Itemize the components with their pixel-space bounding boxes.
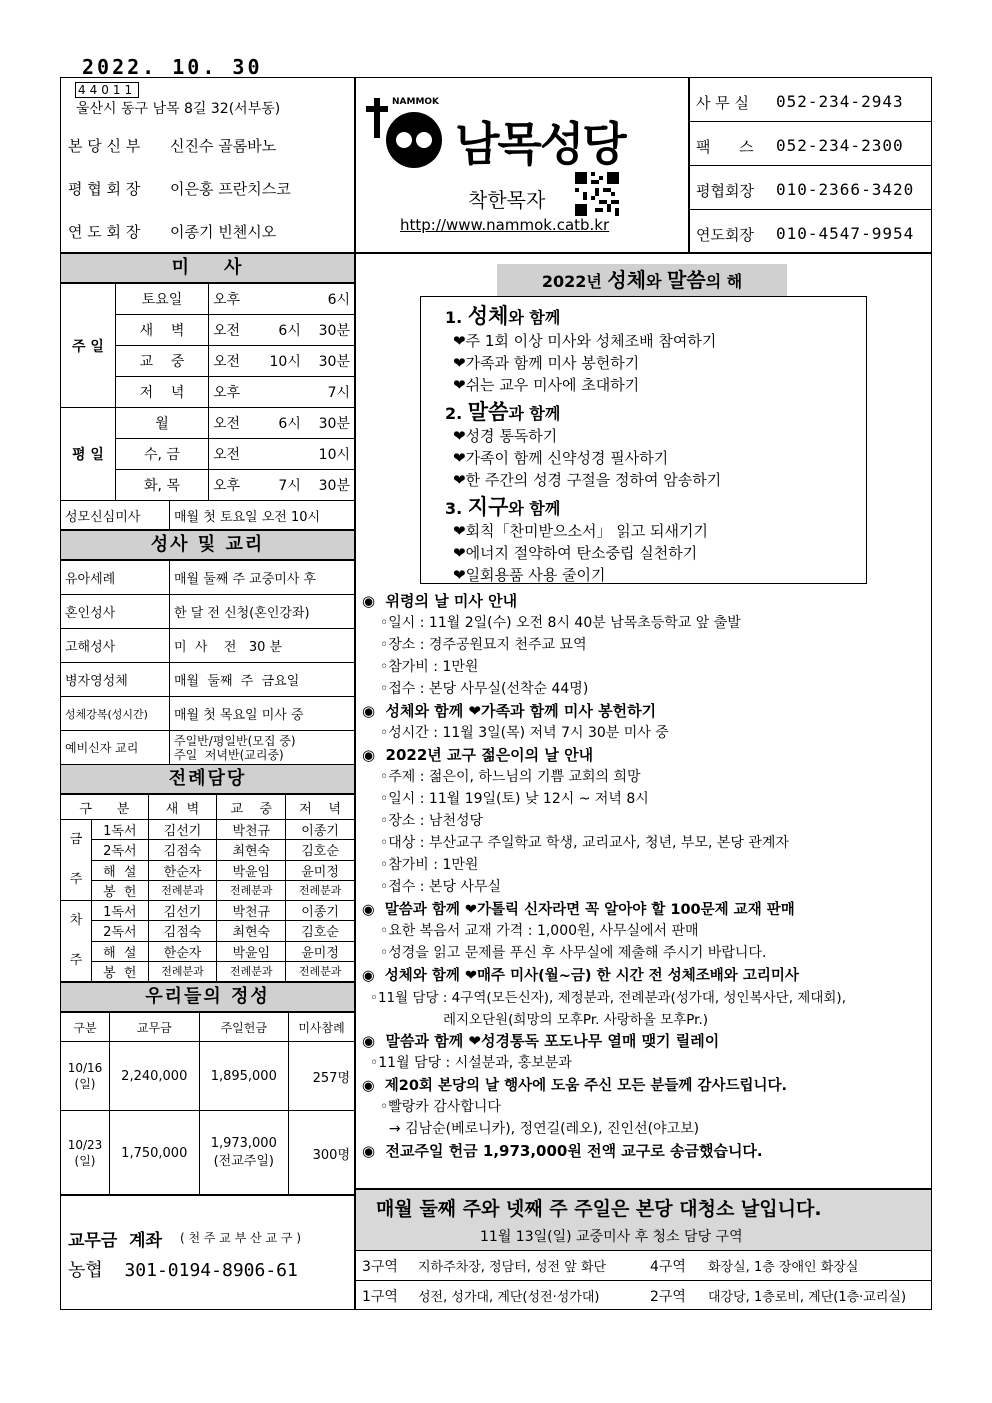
offering-collection: 1,973,000 [210, 1136, 277, 1151]
offering-day: (일) [74, 1077, 96, 1091]
cleaning-area: 화장실, 1층 장애인 화장실 [708, 1260, 859, 1275]
contact-yeondo-label: 연도회장 [696, 226, 754, 244]
year-theme-title [497, 264, 787, 296]
contact-fax-number: 052-234-2300 [776, 136, 904, 155]
sacrament-label: 고해성사 [61, 629, 170, 663]
theme-item: ❤회칙「찬미받으소서」 읽고 되새기기 [453, 522, 708, 540]
liturgy-role: 2독서 [92, 921, 149, 941]
liturgy-table [60, 794, 355, 982]
cleaning-zone: 2구역 [650, 1289, 686, 1305]
liturgy-cell: 김호순 [286, 840, 355, 860]
mass-day: 월 [116, 408, 209, 439]
notice-line: ◦11월 담당 : 4구역(모든신자), 제정분과, 전례분과(성가대, 성인복사단, 제대회), [370, 990, 846, 1006]
council-label: 평 협 회 장 [68, 180, 141, 198]
mass-day: 교 중 [116, 346, 209, 377]
website-link[interactable]: http://www.nammok.catb.kr [400, 216, 610, 234]
liturgy-role: 해 설 [92, 941, 149, 961]
address: 울산시 동구 남목 8길 32(서부동) [76, 101, 281, 117]
offering-dues: 2,240,000 [110, 1042, 200, 1111]
theme-item: ❤가족이 함께 신약성경 필사하기 [453, 449, 669, 467]
liturgy-cell: 박윤임 [217, 860, 286, 880]
liturgy-cell: 전례분과 [286, 961, 355, 981]
offering-collection: 1,895,000 [199, 1042, 289, 1111]
notice-line: ◦장소 : 경주공원묘지 천주교 묘역 [380, 637, 587, 653]
sacrament-value-2: 주일 저녁반(교리중) [174, 747, 284, 762]
notice-line: → 김남순(베로니카), 정연길(레오), 진인선(야고보) [380, 1121, 700, 1137]
sacrament-value: 매월 둘째 주 금요일 [170, 663, 355, 697]
liturgy-cell: 박천규 [217, 820, 286, 840]
liturgy-header: 구 분 [61, 795, 149, 820]
notices [362, 590, 928, 1162]
theme-item: ❤가족과 함께 미사 봉헌하기 [453, 354, 640, 372]
offering-date: 10/16 [67, 1061, 103, 1075]
mass-time: 10시 30분 [257, 346, 355, 377]
motto: 착한목자 [468, 188, 546, 212]
liturgy-group-next-week: 차주 [61, 901, 92, 982]
theme-section-heading: 3. 지구와 함께 [445, 495, 561, 519]
notice-line: 레지오단원(희망의 모후Pr. 사랑하올 모후Pr.) [370, 1012, 709, 1028]
cleaning-title: 매월 둘째 주와 넷째 주 주일은 본당 대청소 날입니다. [376, 1198, 822, 1220]
liturgy-header: 새 벽 [148, 795, 217, 820]
offering-header: 교무금 [110, 1013, 200, 1042]
offering-attendance: 300명 [289, 1111, 355, 1196]
theme-prefix: 2022년 [541, 272, 608, 291]
theme-item: ❤일회용품 사용 줄이기 [453, 566, 606, 584]
theme-item: ❤쉬는 교우 미사에 초대하기 [453, 376, 640, 394]
theme-suffix: 의 해 [705, 272, 743, 291]
notice-line: ◦성경을 읽고 문제를 푸신 후 사무실에 제출해 주시기 바랍니다. [380, 945, 767, 961]
contact-office-label: 사 무 실 [696, 94, 750, 112]
mass-ampm: 오후 [209, 284, 258, 315]
notice-line: ◦빨랑카 감사합니다 [380, 1099, 501, 1115]
offering-header: 미사참례 [289, 1013, 355, 1042]
theme-item: ❤한 주간의 성경 구절을 정하여 암송하기 [453, 471, 722, 489]
notice-line: ◦11월 담당 : 시설분과, 홍보분과 [370, 1055, 572, 1071]
liturgy-cell: 한순자 [148, 941, 217, 961]
cleaning-area: 성전, 성가대, 계단(성전·성가대) [418, 1290, 600, 1305]
sacrament-label: 유아세례 [61, 561, 170, 595]
contact-fax-label: 팩 스 [696, 138, 754, 156]
theme-item: ❤성경 통독하기 [453, 427, 558, 445]
offering-header: 구분 [61, 1013, 110, 1042]
contact-council-number: 010-2366-3420 [776, 180, 915, 199]
notice-line: ◦참가비 : 1만원 [380, 659, 479, 675]
notice-heading: ◉ 말씀과 함께 ❤가톨릭 신자라면 꼭 알아야 할 100문제 교재 판매 [362, 902, 795, 918]
mass-day: 저 녁 [116, 377, 209, 408]
notice-line: ◦접수 : 본당 사무실(선착순 44명) [380, 681, 589, 697]
mass-day: 새 벽 [116, 315, 209, 346]
sunday-label: 주 일 [61, 284, 116, 408]
liturgy-cell: 김선기 [148, 901, 217, 921]
mass-time: 6시 [257, 284, 355, 315]
notice-line: ◦장소 : 남천성당 [380, 813, 484, 829]
liturgy-cell: 이종기 [286, 901, 355, 921]
mass-title: 미 사 [60, 253, 355, 283]
liturgy-cell: 윤미정 [286, 941, 355, 961]
offering-dues: 1,750,000 [110, 1111, 200, 1196]
sacraments-title: 성사 및 교리 [60, 530, 355, 560]
theme-mid: 와 [646, 272, 668, 291]
council-name: 이은홍 프란치스코 [170, 180, 291, 198]
liturgy-cell: 한순자 [148, 860, 217, 880]
mass-time: 10시 [257, 439, 355, 470]
liturgy-cell: 전례분과 [217, 961, 286, 981]
theme-section-heading: 2. 말씀과 함께 [445, 400, 561, 424]
offering-note: (전교주일) [213, 1154, 274, 1169]
mass-day: 수, 금 [116, 439, 209, 470]
liturgy-cell: 박천규 [217, 901, 286, 921]
theme-item: ❤주 1회 이상 미사와 성체조배 참여하기 [453, 332, 717, 350]
notice-line: ◦일시 : 11월 2일(수) 오전 8시 40분 남목초등학교 앞 출발 [380, 615, 741, 631]
liturgy-cell: 전례분과 [286, 880, 355, 900]
mass-day: 토요일 [116, 284, 209, 315]
mass-ampm: 오전 [209, 439, 258, 470]
liturgy-cell: 전례분과 [148, 961, 217, 981]
yeondo-label: 연 도 회 장 [68, 223, 141, 241]
qr-code-icon [575, 172, 619, 216]
notice-heading: ◉ 위령의 날 미사 안내 [362, 592, 518, 610]
mass-ampm: 오전 [209, 346, 258, 377]
offering-title: 우리들의 정성 [60, 982, 355, 1012]
liturgy-cell: 전례분과 [148, 880, 217, 900]
offering-attendance: 257명 [289, 1042, 355, 1111]
contact-yeondo-number: 010-4547-9954 [776, 224, 915, 243]
liturgy-role: 봉 헌 [92, 961, 149, 981]
liturgy-role: 1독서 [92, 820, 149, 840]
liturgy-role: 1독서 [92, 901, 149, 921]
marian-value: 매월 첫 토요일 오전 10시 [170, 501, 355, 530]
mass-day: 화, 목 [116, 470, 209, 501]
mass-ampm: 오후 [209, 470, 258, 501]
weekday-label: 평 일 [61, 408, 116, 501]
liturgy-cell: 김점숙 [148, 921, 217, 941]
offering-date: 10/23 [67, 1138, 103, 1152]
cleaning-area: 지하주차장, 정담터, 성전 앞 화단 [418, 1260, 607, 1275]
liturgy-group-this-week: 금주 [61, 820, 92, 901]
cleaning-zone: 1구역 [362, 1289, 398, 1305]
offering-day: (일) [74, 1154, 96, 1168]
mass-time: 7시 [257, 377, 355, 408]
mass-ampm: 오전 [209, 315, 258, 346]
sacrament-value: 매월 둘째 주 교중미사 후 [170, 561, 355, 595]
liturgy-cell: 전례분과 [217, 880, 286, 900]
sacrament-label: 성체강복(성시간) [61, 697, 170, 731]
sacrament-value: 주일반/평일반(모집 중) [174, 733, 296, 748]
theme-item: ❤에너지 절약하여 탄소중립 실천하기 [453, 544, 698, 562]
cleaning-subtitle: 11월 13일(일) 교중미사 후 청소 담당 구역 [480, 1229, 743, 1245]
sacrament-label: 병자영성체 [61, 663, 170, 697]
account-number: 농협 301-0194-8906-61 [68, 1260, 298, 1281]
sacrament-value: 미 사 전 30 분 [170, 629, 355, 663]
bulletin-date: 2022. 10. 30 [82, 55, 263, 79]
liturgy-role: 해 설 [92, 860, 149, 880]
notice-heading: ◉ 성체와 함께 ❤매주 미사(월~금) 한 시간 전 성체조배와 고리미사 [362, 968, 799, 984]
notice-heading: ◉ 전교주일 헌금 1,973,000원 전액 교구로 송금했습니다. [362, 1142, 763, 1160]
notice-line: ◦주제 : 젊은이, 하느님의 기쁨 교회의 희망 [380, 769, 641, 785]
cleaning-zone: 4구역 [650, 1259, 686, 1275]
notice-heading: ◉ 제20회 본당의 날 행사에 도움 주신 모든 분들께 감사드립니다. [362, 1078, 787, 1094]
notice-line: ◦참가비 : 1만원 [380, 857, 479, 873]
notice-line: ◦일시 : 11월 19일(토) 낮 12시 ~ 저녁 8시 [380, 791, 649, 807]
cleaning-zone: 3구역 [362, 1259, 398, 1275]
notice-heading: ◉ 성체와 함께 ❤가족과 함께 미사 봉헌하기 [362, 702, 657, 720]
contact-office-number: 052-234-2943 [776, 92, 904, 111]
sacrament-label: 혼인성사 [61, 595, 170, 629]
sacrament-label: 예비신자 교리 [61, 731, 170, 765]
notice-line: ◦요한 복음서 교재 가격 : 1,000원, 사무실에서 판매 [380, 923, 699, 939]
liturgy-header: 교 중 [217, 795, 286, 820]
marian-mass-row [60, 500, 355, 530]
notice-heading: ◉ 말씀과 함께 ❤성경통독 포도나무 열매 맺기 릴레이 [362, 1032, 720, 1050]
mass-table [60, 283, 355, 501]
liturgy-cell: 김점숙 [148, 840, 217, 860]
theme-key-b: 말씀 [667, 268, 706, 292]
sacraments-table [60, 560, 355, 765]
marian-label: 성모신심미사 [61, 501, 170, 530]
liturgy-cell: 최현숙 [217, 840, 286, 860]
church-name: 남목성당 [455, 117, 625, 171]
account-label: 교무금 계좌 [68, 1231, 162, 1251]
liturgy-header: 저 녁 [286, 795, 355, 820]
liturgy-cell: 박윤임 [217, 941, 286, 961]
liturgy-cell: 최현숙 [217, 921, 286, 941]
mass-time: 7시 30분 [257, 470, 355, 501]
notice-heading: ◉ 2022년 교구 젊은이의 날 안내 [362, 746, 594, 764]
liturgy-cell: 김호순 [286, 921, 355, 941]
notice-line: ◦접수 : 본당 사무실 [380, 879, 501, 895]
liturgy-cell: 김선기 [148, 820, 217, 840]
sacrament-value: 매월 첫 목요일 미사 중 [170, 697, 355, 731]
notice-line: ◦대상 : 부산교구 주일학교 학생, 교리교사, 청년, 부모, 본당 관계자 [380, 835, 789, 851]
theme-section-heading: 1. 성체와 함께 [445, 304, 561, 328]
mass-time: 6시 30분 [257, 315, 355, 346]
postcode: 44011 [75, 82, 139, 98]
sacrament-value: 한 달 전 신청(혼인강좌) [170, 595, 355, 629]
pastor-label: 본 당 신 부 [68, 137, 141, 155]
liturgy-title: 전례담당 [60, 764, 355, 794]
theme-key-a: 성체 [607, 268, 647, 292]
mass-ampm: 오후 [209, 377, 258, 408]
liturgy-role: 2독서 [92, 840, 149, 860]
pastor-name: 신진수 골롬바노 [170, 137, 277, 155]
offering-header: 주일헌금 [199, 1013, 289, 1042]
liturgy-cell: 윤미정 [286, 860, 355, 880]
logo-small-text: NAMMOK [392, 97, 440, 107]
offering-table [60, 1012, 355, 1196]
account-subtitle: ( 천 주 교 부 산 교 구 ) [180, 1231, 302, 1245]
notice-line: ◦성시간 : 11월 3일(목) 저녁 7시 30분 미사 중 [380, 725, 669, 741]
liturgy-role: 봉 헌 [92, 880, 149, 900]
contact-council-label: 평협회장 [696, 182, 754, 200]
liturgy-cell: 이종기 [286, 820, 355, 840]
yeondo-name: 이종기 빈첸시오 [170, 223, 277, 241]
cleaning-area: 대강당, 1층로비, 계단(1층·교리실) [708, 1290, 907, 1305]
mass-ampm: 오전 [209, 408, 258, 439]
mass-time: 6시 30분 [257, 408, 355, 439]
